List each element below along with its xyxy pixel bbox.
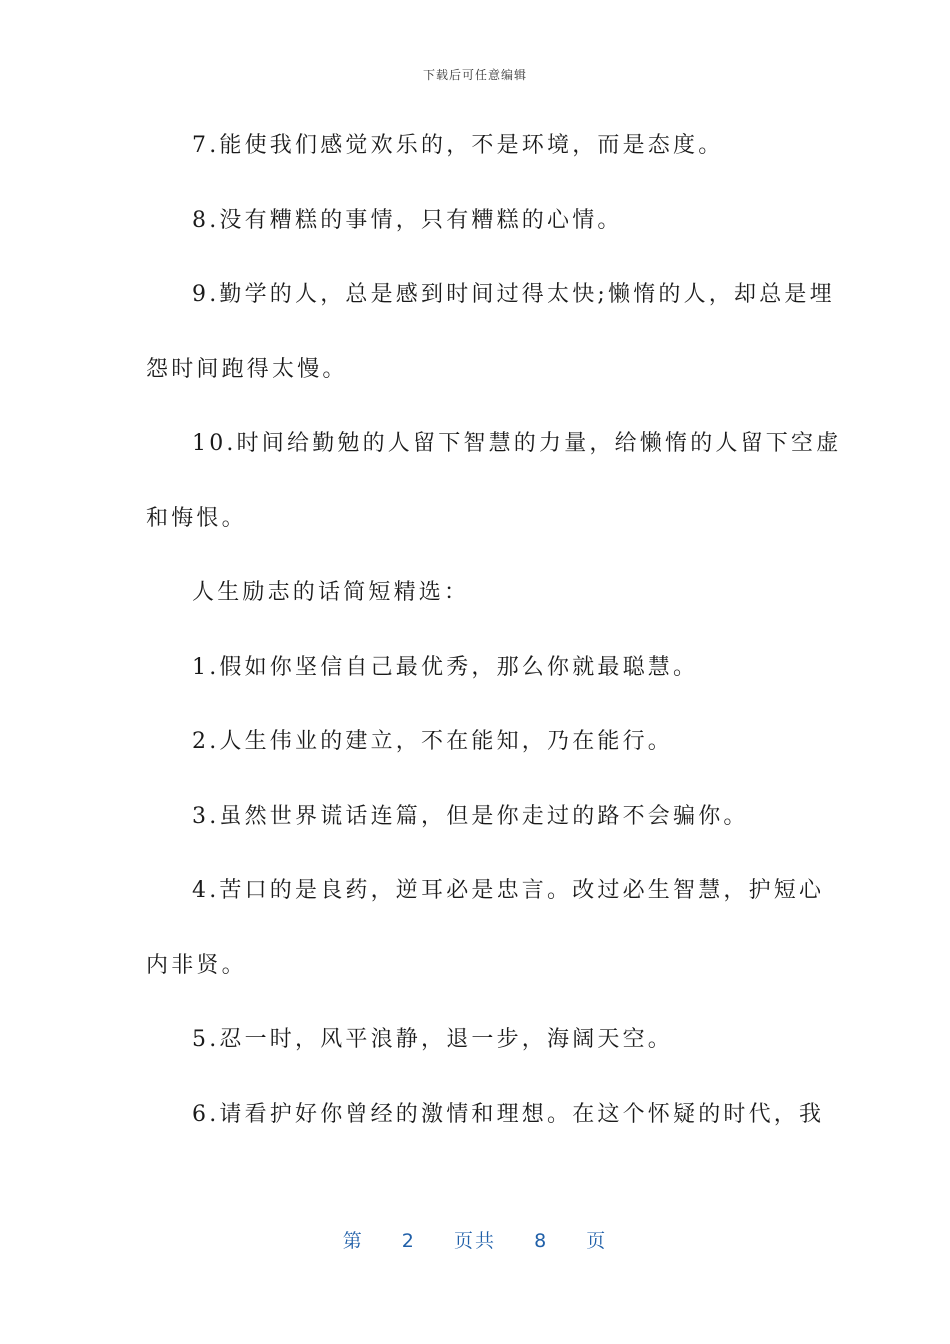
text-line: 5.忍一时，风平浪静，退一步，海阔天空。 <box>192 1027 673 1052</box>
footer-total-pages: 8 <box>534 1230 549 1252</box>
text-line: 10.时间给勤勉的人留下智慧的力量，给懒惰的人留下空虚 <box>192 431 842 456</box>
text-line: 怨时间跑得太慢。 <box>146 356 348 382</box>
footer-suffix: 页 <box>586 1230 608 1252</box>
text-line: 3.虽然世界谎话连篇，但是你走过的路不会骗你。 <box>192 803 749 829</box>
text-line: 8.没有糟糕的事情，只有糟糕的心情。 <box>192 207 623 233</box>
text-line: 6.请看护好你曾经的激情和理想。在这个怀疑的时代，我 <box>192 1101 825 1127</box>
footer-page-number: 2 <box>401 1230 416 1252</box>
section-heading: 人生励志的话简短精选： <box>192 580 470 605</box>
document-body <box>146 128 842 1171</box>
text-line: 2.人生伟业的建立，不在能知，乃在能行。 <box>192 729 673 754</box>
header-note: 下载后可任意编辑 <box>422 68 527 82</box>
text-line: 7.能使我们感觉欢乐的，不是环境，而是态度。 <box>192 133 724 158</box>
text-line: 4.苦口的是良药，逆耳必是忠言。改过必生智慧，护短心 <box>192 878 825 903</box>
text-line: 1.假如你坚信自己最优秀，那么你就最聪慧。 <box>192 654 699 680</box>
footer-middle: 页共 <box>453 1230 496 1252</box>
text-line: 9.勤学的人，总是感到时间过得太快;懒惰的人，却总是埋 <box>192 282 835 307</box>
page-footer <box>0 1226 950 1253</box>
footer-prefix: 第 <box>342 1230 364 1252</box>
text-line: 内非贤。 <box>146 952 247 978</box>
text-line: 和悔恨。 <box>146 505 247 531</box>
